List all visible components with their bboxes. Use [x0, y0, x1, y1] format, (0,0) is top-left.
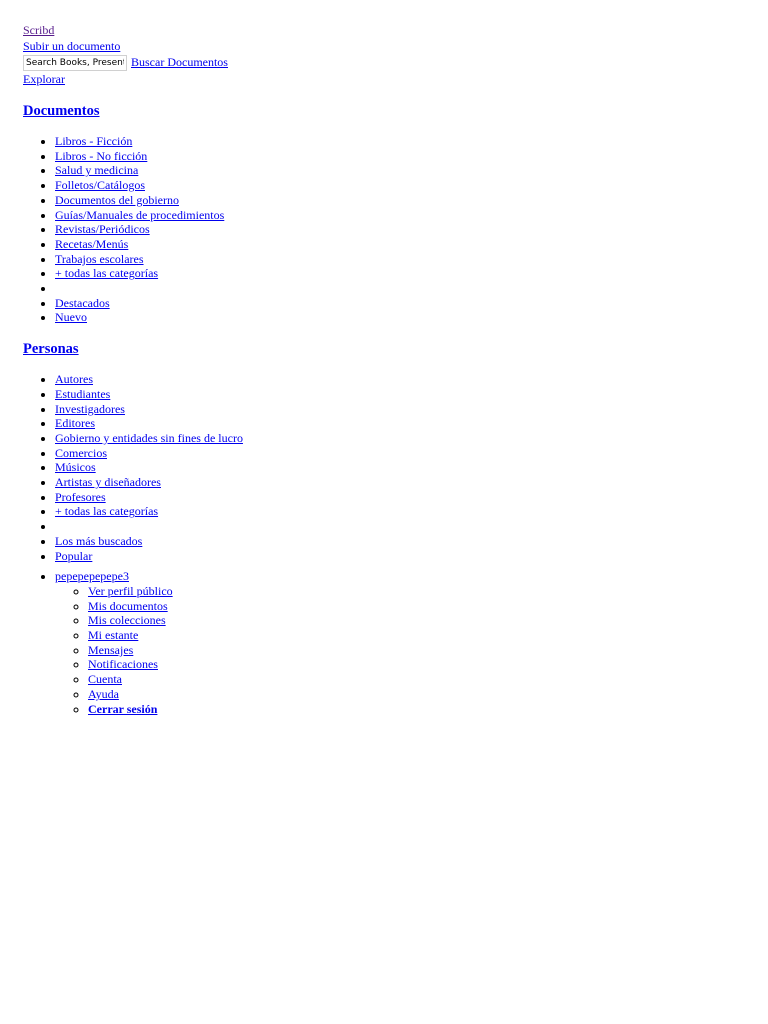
category-link-recetas-menus[interactable]: Recetas/Menús [55, 236, 129, 251]
documents-category-list [23, 134, 768, 325]
my-shelf-link[interactable]: Mi estante [88, 628, 139, 643]
scribd-logo-link[interactable]: Scribd [23, 23, 55, 37]
people-category-list [23, 372, 768, 563]
notifications-link[interactable]: Notificaciones [88, 657, 158, 672]
list-item [55, 252, 768, 267]
my-collections-link[interactable]: Mis colecciones [88, 613, 166, 628]
search-bar [23, 54, 768, 71]
people-link-autores[interactable]: Autores [55, 372, 93, 387]
list-item [55, 460, 768, 475]
people-link-artistas[interactable]: Artistas y diseñadores [55, 475, 161, 490]
list-item [55, 549, 768, 564]
list-item [55, 534, 768, 549]
list-item [55, 372, 768, 387]
people-link-estudiantes[interactable]: Estudiantes [55, 386, 111, 401]
people-link-musicos[interactable]: Músicos [55, 460, 96, 475]
list-item [55, 178, 768, 193]
list-item [88, 613, 768, 628]
view-public-profile-link[interactable]: Ver perfil público [88, 583, 173, 598]
people-link-profesores[interactable]: Profesores [55, 489, 106, 504]
people-link-gobierno[interactable]: Gobierno y entidades sin fines de lucro [55, 430, 243, 445]
upload-document-link[interactable]: Subir un documento [23, 39, 121, 53]
category-link-folletos-catalogos[interactable]: Folletos/Catálogos [55, 178, 145, 193]
category-link-guias-manuales[interactable]: Guías/Manuales de procedimientos [55, 207, 225, 222]
list-item [88, 628, 768, 643]
list-item [88, 584, 768, 599]
people-link-todas-categorias[interactable]: + todas las categorías [55, 504, 159, 519]
popular-link[interactable]: Popular [55, 548, 93, 563]
logout-link[interactable]: Cerrar sesión [88, 701, 158, 716]
list-item [55, 296, 768, 311]
list-item [88, 672, 768, 687]
list-item [55, 504, 768, 519]
list-item [55, 416, 768, 431]
list-item [55, 446, 768, 461]
category-link-documentos-gobierno[interactable]: Documentos del gobierno [55, 192, 179, 207]
featured-documents-link[interactable]: Destacados [55, 295, 110, 310]
documents-heading-link[interactable]: Documentos [23, 103, 100, 119]
list-item [55, 237, 768, 252]
people-link-editores[interactable]: Editores [55, 416, 95, 431]
documents-heading [23, 102, 768, 120]
list-item [55, 310, 768, 325]
people-link-investigadores[interactable]: Investigadores [55, 401, 125, 416]
list-item [88, 687, 768, 702]
help-link[interactable]: Ayuda [88, 686, 119, 701]
category-link-salud-medicina[interactable]: Salud y medicina [55, 163, 139, 178]
people-heading [23, 340, 768, 358]
user-submenu [55, 584, 768, 716]
list-item [88, 599, 768, 614]
user-menu-item [55, 569, 768, 716]
list-item [88, 702, 768, 717]
list-item [55, 208, 768, 223]
list-item [55, 134, 768, 149]
list-item [55, 193, 768, 208]
search-documents-link[interactable]: Buscar Documentos [131, 55, 228, 69]
category-link-revistas-periodicos[interactable]: Revistas/Periódicos [55, 222, 150, 237]
list-item [88, 657, 768, 672]
list-item [55, 490, 768, 505]
category-link-todas-categorias[interactable]: + todas las categorías [55, 266, 159, 281]
messages-link[interactable]: Mensajes [88, 642, 134, 657]
people-link-comercios[interactable]: Comercios [55, 445, 107, 460]
list-item [88, 643, 768, 658]
people-heading-link[interactable]: Personas [23, 341, 79, 358]
list-item [55, 475, 768, 490]
new-documents-link[interactable]: Nuevo [55, 310, 87, 325]
username-link[interactable]: pepepepepepe3 [55, 569, 129, 584]
search-input[interactable] [23, 55, 127, 71]
list-item [55, 431, 768, 446]
user-menu [23, 569, 768, 716]
list-item [55, 222, 768, 237]
list-item-empty [55, 281, 768, 296]
category-link-libros-ficcion[interactable]: Libros - Ficción [55, 134, 133, 148]
list-item [55, 163, 768, 178]
category-link-trabajos-escolares[interactable]: Trabajos escolares [55, 251, 144, 266]
most-wanted-link[interactable]: Los más buscados [55, 533, 143, 548]
list-item [55, 387, 768, 402]
list-item [55, 149, 768, 164]
list-item [55, 266, 768, 281]
list-item [55, 402, 768, 417]
my-documents-link[interactable]: Mis documentos [88, 598, 168, 613]
explore-link[interactable]: Explorar [23, 72, 65, 86]
category-link-libros-no-ficcion[interactable]: Libros - No ficción [55, 148, 148, 163]
account-link[interactable]: Cuenta [88, 672, 122, 687]
list-item-empty [55, 519, 768, 534]
